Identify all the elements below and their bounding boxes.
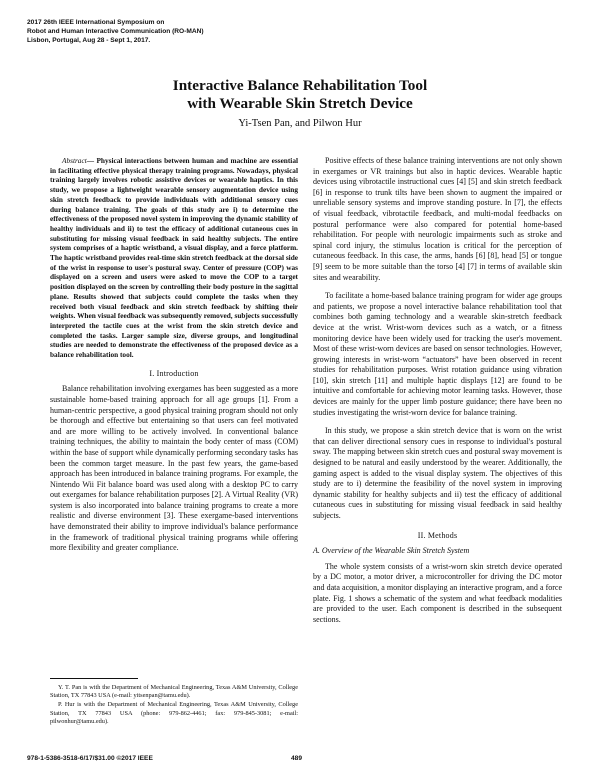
conference-line-3: Lisbon, Portugal, Aug 28 - Sept 1, 2017. bbox=[27, 37, 151, 44]
conference-header bbox=[27, 18, 327, 45]
footnote-author-2: P. Hur is with the Department of Mechanical Engineering, Texas A&M University, College Station, TX 77843 USA (phone: 979-862-4461; fax: 979-845-3081; e-mail: pilwonhur@tamu.edu). bbox=[50, 701, 298, 725]
footnotes bbox=[50, 684, 298, 727]
title-line-2: with Wearable Skin Stretch Device bbox=[187, 95, 413, 112]
abstract bbox=[50, 156, 298, 360]
abstract-label: Abstract bbox=[62, 156, 87, 165]
title-line-1: Interactive Balance Rehabilitation Tool bbox=[172, 77, 428, 94]
intro-paragraph: Balance rehabilitation involving exergames has been suggested as a more sustainable home-based training approach for all age groups [1]. From a human-centric perspective, a good physical training program should not only be thorough and effective but entertaining so that users can feel motivated and are more willing to be actively involved. In conventional balance training techniques, the ability to maintain the body center of mass (COM) within the base of support while dynamically performing secondary tasks has been the common target measure. In the past few years, the game-based approach has been introduced in balance training programs. For example, the Nintendo Wii Fit balance board was used along with a desktop PC to carry out exergames for balance rehabilitation purposes [2]. A Virtual Reality (VR) system is also incorporated into balance training programs to create a more realistic and diverse environment [3]. These exergame-based interventions have demonstrated their ability to improve individual's balance performance in the framework of traditional physical training programs while offering more flexibility and greater compliance. bbox=[50, 384, 298, 553]
section-heading-introduction: I. Introduction bbox=[149, 368, 199, 378]
methods-paragraph: The whole system consists of a wrist-worn skin stretch device operated by a DC motor, a motor driver, a microcontroller for driving the DC motor and data acquisition, a monitor displaying an interactive program, and a force plate. Fig. 1 shows a schematic of the system and what feedback modalities are provided to the user. Each component is described in the subsequent sections. bbox=[313, 561, 562, 624]
isbn-copyright: 978-1-5386-3518-6/17/$31.00 ©2017 IEEE bbox=[27, 755, 153, 762]
conference-line-2: Robot and Human Interactive Communication (RO-MAN) bbox=[27, 28, 204, 35]
right-column bbox=[313, 156, 562, 625]
footnote-author-1: Y. T. Pan is with the Department of Mechanical Engineering, Texas A&M University, College Station, TX 77843 USA (e-mail: yitsenpan@tamu.edu). bbox=[50, 684, 298, 700]
left-column bbox=[50, 156, 298, 554]
footnote-rule bbox=[50, 678, 138, 679]
paper-title bbox=[0, 77, 600, 113]
conference-line-1: 2017 26th IEEE International Symposium on bbox=[27, 19, 165, 26]
page-number: 489 bbox=[291, 755, 303, 762]
intro-paragraph: Positive effects of these balance training interventions are not only shown in exergames or VR trainings but also in haptic devices. Wearable haptic devices using vibrotactile instructional cues [4] [5] and skin stretch feedback [6] in response to trunk tilts have been shown to augment the impaired or unreliable sensory systems and improve standing posture. In [7], the effects of visual feedback, vibrotactile feedback, and multi-modal feedbacks on postural performance were also compared for potential home-based rehabilitation. For people with neurologic impairments such as stroke and spinal cord injury, the stimulus location is critical for the perception of cutaneous feedback. In this case, the arms, hands [6] [8], head [5] or tongue [9] seem to be more suitable than the torso [4] [7] in terms of available skin sites and wearability. bbox=[313, 156, 562, 282]
intro-paragraph: In this study, we propose a skin stretch device that is worn on the wrist that can deliver directional sensory cues in response to individual's postural sway. The mapping between skin stretch cues and postural sway movement is designed to be natural and easily understood by the wearer. Additionally, the gaming aspect is added to the visual display system. The objectives of this study are to i) determine the feasibility of the novel system in improving dynamic stability for healthy subjects and ii) test the efficacy of additional cutaneous cues in substituting for missing visual feedback in said healthy subjects. bbox=[313, 426, 562, 520]
intro-paragraph: To facilitate a home-based balance training program for wider age groups and patients, we propose a novel interactive balance rehabilitation tool that combines both gaming technology and a wearable skin-stretch feedback device at the wrist. Wrist-worn devices such as a watch, or a fitness monitoring device have been widely used for tracking the user's movement. Most of these wrist-worn devices are based on sensor technologies. However, growing interests in wrist-worn “actuators” have been observed in recent studies for rehabilitation purposes. Wrist rotation guidance using vibration [10], skin stretch [11] and multiple haptic displays [12] are found to be intuitive and comfortable for achieving motor learning tasks. However, those devices are mainly for the upper limb posture guidance; there have been no studies investigating the wrist-worn device for balance training. bbox=[313, 291, 562, 417]
paper-authors: Yi-Tsen Pan, and Pilwon Hur bbox=[238, 118, 362, 129]
abstract-text: — Physical interactions between human and machine are essential in facilitating effective physical therapy training programs. Nowadays, physical training largely involves robotic assistive devices or wearable haptics. In this study, we propose a lightweight wearable sensory augmentation device using skin stretch feedback to provide individuals with additional sensory cues during balance training. The goals of this study are i) to determine the effectiveness of the proposed novel system in improving the dynamic stability of healthy individuals and ii) to test the efficacy of additional cutaneous cues in substituting for missing visual feedback in said healthy subjects. The entire system comprises of a haptic wristband, a visual display, and a force platform. The haptic wristband provides real-time skin stretch feedback at the dorsal side of the wrist in response to user's postural sway. Center of pressure (COP) was displayed on a screen and users were asked to move the COP to a target position displayed on the screen by controlling their body posture in the sagittal plane. Results showed that subjects could complete the tasks when they received both visual feedback and skin stretch feedback by shifting their weights. When visual feedback was subsequently removed, subjects successfully interpreted the tactile cues at the wrist from the skin stretch device and completed the tasks. Larger sample size, diverse groups, and longitudinal studies are needed to demonstrate the effectiveness of the proposed device as a balance rehabilitation tool. bbox=[50, 156, 298, 360]
subsection-heading-overview: A. Overview of the Wearable Skin Stretch System bbox=[313, 546, 470, 556]
section-heading-methods: II. Methods bbox=[417, 530, 458, 540]
